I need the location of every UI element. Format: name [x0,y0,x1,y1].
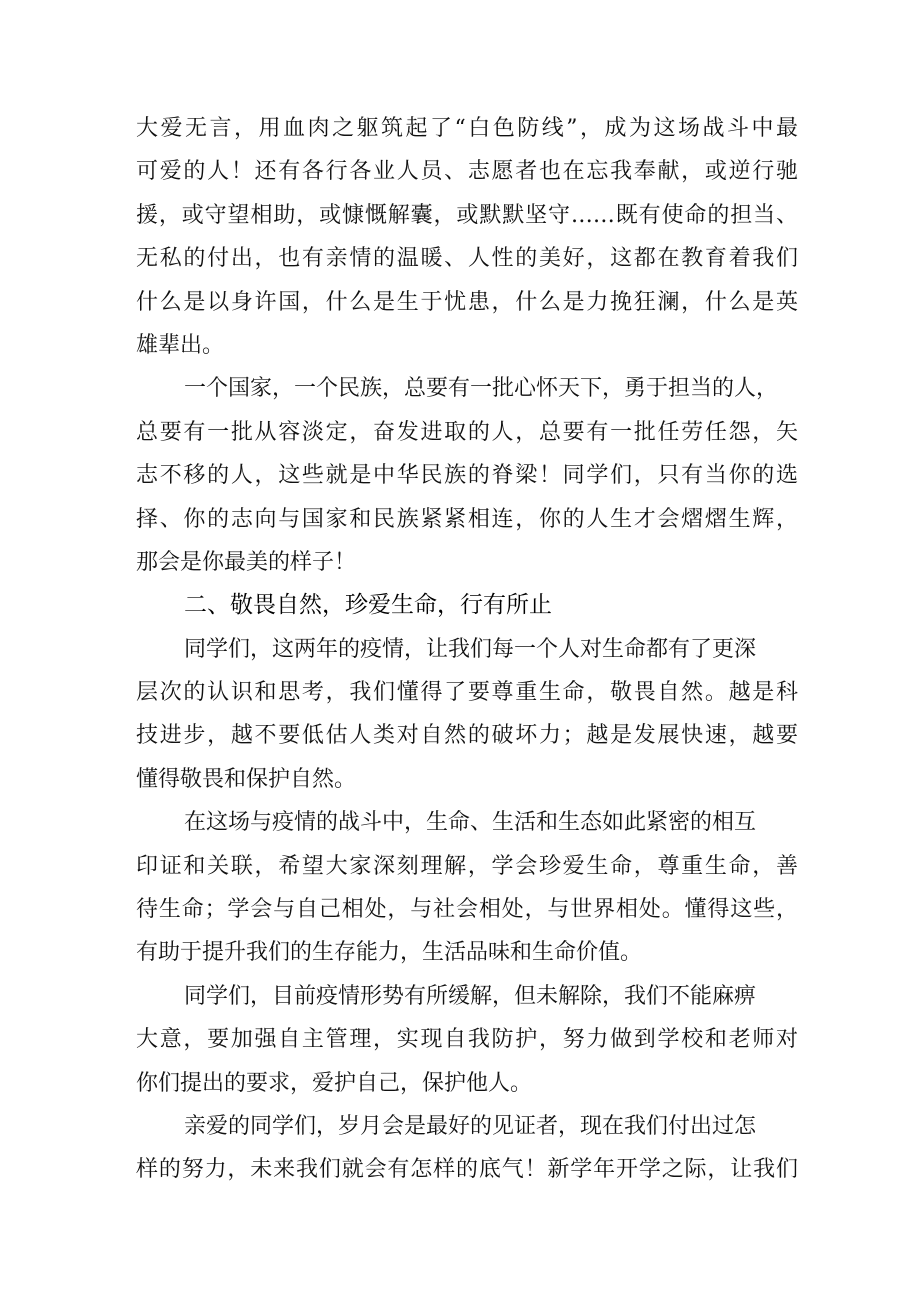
text-line: 印证和关联，希望大家深刻理解，学会珍爱生命，尊重生命，善 [136,853,798,879]
text-line: 样的努力，未来我们就会有怎样的底气！新学年开学之际，让我们 [136,1157,798,1183]
paragraph-first-line: 亲爱的同学们，岁月会是最好的见证者，现在我们付出过怎 [184,1113,757,1139]
paragraph-first-line: 一个国家，一个民族，总要有一批心怀天下，勇于担当的人， [184,376,779,402]
text-line: 志不移的人，这些就是中华民族的脊梁！同学们，只有当你的选 [136,463,798,489]
text-line: 雄辈出。 [136,332,225,358]
text-line: 待生命；学会与自己相处，与社会相处，与世界相处。懂得这些， [136,897,798,923]
text-line: 无私的付出，也有亲情的温暖、人性的美好，这都在教育着我们 [136,246,798,272]
text-line: 什么是以身许国，什么是生于忧患，什么是力挽狂澜，什么是英 [136,289,798,315]
text-line: 可爱的人！还有各行各业人员、志愿者也在忘我奉献，或逆行驰 [136,159,798,185]
text-line: 择、你的志向与国家和民族紧紧相连，你的人生才会熠熠生辉， [136,506,798,532]
text-line: 总要有一批从容淡定，奋发进取的人，总要有一批任劳任怨，矢 [136,419,798,445]
text-line: 大意，要加强自主管理，实现自我防护，努力做到学校和老师对 [136,1027,798,1053]
text-line: 援，或守望相助，或慷慨解囊，或默默坚守……既有使命的担当、 [136,202,798,228]
paragraph-first-line: 在这场与疫情的战斗中，生命、生活和生态如此紧密的相互 [184,810,757,836]
text-line: 大爱无言，用血肉之躯筑起了“白色防线”，成为这场战斗中最 [136,116,798,141]
paragraph-first-line: 同学们，目前疫情形势有所缓解，但未解除，我们不能麻痹 [184,983,757,1009]
text-line: 有助于提升我们的生存能力，生活品味和生命价值。 [136,940,643,966]
document-body [136,107,798,1192]
section-heading: 二、敬畏自然，珍爱生命，行有所止 [184,592,552,619]
text-line: 那会是你最美的样子！ [136,549,357,575]
text-line: 你们提出的要求，爱护自己，保护他人。 [136,1070,533,1096]
text-line: 技进步，越不要低估人类对自然的破坏力；越是发展快速，越要 [136,723,798,749]
text-line: 懂得敬畏和保护自然。 [136,766,357,792]
text-line: 层次的认识和思考，我们懂得了要尊重生命，敬畏自然。越是科 [136,680,798,706]
paragraph-first-line: 同学们，这两年的疫情，让我们每一个人对生命都有了更深 [184,636,757,662]
